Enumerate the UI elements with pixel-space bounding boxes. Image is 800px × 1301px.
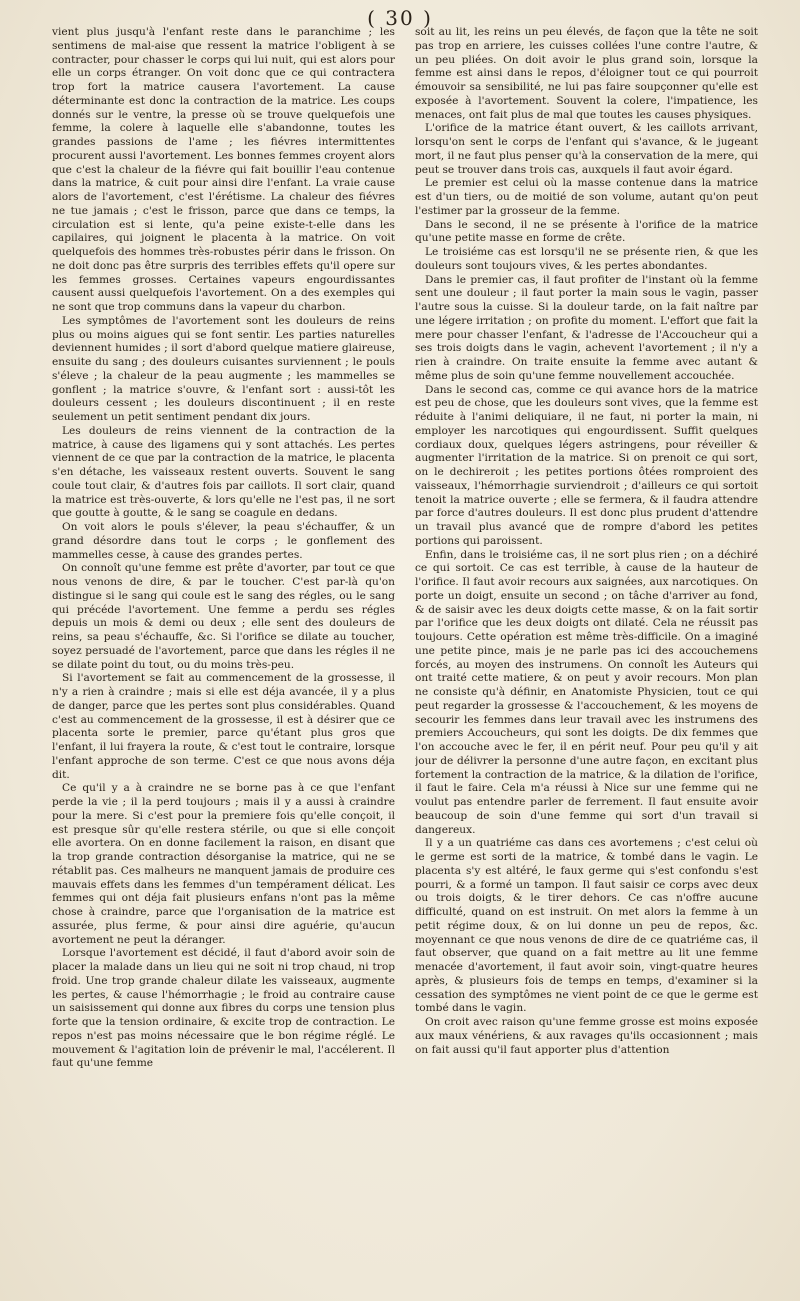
paragraph: On voit alors le pouls s'élever, la peau s'échauffer, & un grand désordre dans tout le corps ; le gonflement des mammelles cesse, à cause des grandes pertes. [52, 521, 395, 561]
paragraph: Le premier est celui où la masse contenue dans la matrice est d'un tiers, ou de moitié de son volume, autant qu'on peut l'estimer par la grosseur de la femme. [415, 177, 758, 217]
paragraph: Dans le second, il ne se présente à l'orifice de la matrice qu'une petite masse en forme de crête. [415, 218, 758, 245]
paragraph: Il y a un quatriéme cas dans ces avortemens ; c'est celui où le germe est sorti de la matrice, & tombé dans le vagin. Le placenta s'y est altéré, le faux germe qui s'est confondu s'est pourri, & a formé un tampon. Il faut saisir ce corps avec deux ou trois doigts, & le tirer dehors. Ce cas n'offre aucune difficulté, quand on est instruit. On met alors la femme à un petit régime doux, & on lui donne un peu de repos, &c. moyennant ce que nous venons de dire de ce quatriéme cas, il faut observer, que quand on a fait mettre au lit une femme menacée d'avortement, il faut avoir soin, vingt-quatre heures après, & plusieurs fois de temps en temps, d'examiner si la cessation des symptômes ne vient point de ce que le germe est tombé dans le vagin. [415, 837, 758, 1015]
paragraph: Lorsque l'avortement est décidé, il faut d'abord avoir soin de placer la malade dans un lieu qui ne soit ni trop chaud, ni trop froid. Une trop grande chaleur dilate les vaisseaux, augmente les pertes, & cause l'hémorrhagie ; le froid au contraire cause un saisissement qui donne aux fibres du corps une tension plus forte que la tension ordinaire, & excite trop de contraction. Le repos n'est pas moins nécessaire que le bon régime réglé. Le mouvement & l'agitation loin de prévenir le mal, l'accélerent. Il faut qu'une femme [52, 947, 395, 1070]
paragraph: vient plus jusqu'à l'enfant reste dans le paranchime ; les sentimens de mal-aise que ressent la matrice l'obligent à se contracter, pour chasser le corps qui lui nuit, qui est alors pour elle un corps étranger. On voit donc que ce qui contractera trop fort la matrice causera l'avortement. La cause déterminante est donc la contraction de la matrice. Les coups donnés sur le ventre, la presse où se trouve quelquefois une femme, la colere à laquelle elle s'abandonne, toutes les grandes passions de l'ame ; les fiévres intermittentes procurent aussi l'avortement. Les bonnes femmes croyent alors que c'est la chaleur de la fiévre qui fait bouillir l'eau contenue dans la matrice, & cuit pour ainsi dire l'enfant. La vraie cause alors de l'avortement, c'est l'érétisme. La chaleur des fiévres ne tue jamais ; c'est le frisson, parce que dans ce temps, la circulation est si lente, qu'a peine existe-t-elle dans les capilaires, qui joignent le placenta à la matrice. On voit quelquefois des hommes très-robustes périr dans le frisson. On ne doit donc pas être surpris des terribles effets qu'il opere sur les femmes grosses. Certaines vapeurs engourdissantes causent aussi quelquefois l'avortement. On a des exemples qui ne sont que trop communs dans la vapeur du charbon. [52, 26, 395, 313]
paragraph: Les douleurs de reins viennent de la contraction de la matrice, à cause des ligamens qui y sont attachés. Les pertes viennent de ce que par la contraction de la matrice, le placenta s'en détache, les vaisseaux restent ouverts. Souvent le sang coule tout clair, & d'autres fois par caillots. Il sort clair, quand la matrice est très-ouverte, & lors qu'elle ne l'est pas, il ne sort que goutte à goutte, & le sang se coagule en dedans. [52, 424, 395, 520]
paragraph: L'orifice de la matrice étant ouvert, & les caillots arrivant, lorsqu'on sent le corps de l'enfant qui s'avance, & le jugeant mort, il ne faut plus penser qu'à la conservation de la mere, qui peut se trouver dans trois cas, auxquels il faut avoir égard. [415, 122, 758, 176]
paragraph: soit au lit, les reins un peu élevés, de façon que la tête ne soit pas trop en arriere, les cuisses collées l'une contre l'autre, & un peu pliées. On doit avoir le plus grand soin, lorsque la femme est ainsi dans le repos, d'éloigner tout ce qui pourroit émouvoir sa sensibilité, ne lui pas faire soupçonner qu'elle est exposée à l'avortement. Souvent la colere, l'impatience, les menaces, ont fait plus de mal que toutes les causes physiques. [415, 26, 758, 121]
text-columns [52, 26, 758, 1276]
paragraph: Les symptômes de l'avortement sont les douleurs de reins plus ou moins aigues qui se font sentir. Les parties naturelles deviennent humides ; il sort d'abord quelque matiere glaireuse, ensuite du sang ; des douleurs cuisantes surviennent ; le pouls s'éleve ; la chaleur de la peau augmente ; les mammelles se gonflent ; la matrice s'ouvre, & l'enfant sort : aussi-tôt les douleurs cessent ; les douleurs discontinuent ; il en reste seulement un petit sentiment pendant dix jours. [52, 314, 395, 423]
paragraph: On connoît qu'une femme est prête d'avorter, par tout ce que nous venons de dire, & par le toucher. C'est par-là qu'on distingue si le sang qui coule est le sang des régles, ou le sang qui précéde l'avortement. Une femme a perdu ses régles depuis un mois & demi ou deux ; elle sent des douleurs de reins, sa peau s'échauffe, &c. Si l'orifice se dilate au toucher, soyez persuadé de l'avortement, parce que dans les régles il ne se dilate point du tout, ou du moins très-peu. [52, 562, 395, 671]
page-number: ( 30 ) [367, 6, 433, 30]
paragraph: Si l'avortement se fait au commencement de la grossesse, il n'y a rien à craindre ; mais si elle est déja avancée, il y a plus de danger, parce que les pertes sont plus considérables. Quand c'est au commencement de la grossesse, il est à désirer que ce placenta sorte le premier, parce qu'étant plus gros que l'enfant, il lui frayera la route, & c'est tout le contraire, lorsque l'enfant approche de son terme. C'est ce que nous avons déja dit. [52, 672, 395, 781]
paragraph: Enfin, dans le troisiéme cas, il ne sort plus rien ; on a déchiré ce qui sortoit. Ce cas est terrible, à cause de la hauteur de l'orifice. Il faut avoir recours aux saignées, aux narcotiques. On porte un doigt, ensuite un second ; on tâche d'arriver au fond, & de saisir avec les deux doigts cette masse, & on la fait sortir par l'orifice que les deux doigts ont dilaté. Cela ne réussit pas toujours. Cette opération est même très-difficile. On a imaginé une petite pince, mais je ne parle pas ici des accouchemens forcés, au moyen des instrumens. On connoît les Auteurs qui ont traité cette matiere, & on peut y avoir recours. Mon plan ne consiste qu'à définir, en Anatomiste Physicien, tout ce qui peut regarder la grossesse & l'accouchement, & les moyens de secourir les femmes dans leur travail avec les instrumens des premiers Accoucheurs, qui sont les doigts. De dix femmes que l'on accouche avec le fer, il en périt neuf. Pour peu qu'il y ait jour de délivrer la personne d'une autre façon, en excitant plus fortement la contraction de la matrice, & la dilation de l'orifice, il faut le faire. Cela m'a réussi à Nice sur une femme qui ne voulut pas entendre parler de ferrement. Il faut ensuite avoir beaucoup de soin d'une femme qui sort d'un travail si dangereux. [415, 548, 758, 836]
paragraph: On croit avec raison qu'une femme grosse est moins exposée aux maux vénériens, & aux ravages qu'ils occasionnent ; mais on fait aussi qu'il faut apporter plus d'attention [415, 1016, 758, 1056]
left-column [52, 26, 395, 1276]
paragraph: Dans le second cas, comme ce qui avance hors de la matrice est peu de chose, que les douleurs sont vives, que la femme est réduite à l'animi deliquiare, il ne faut, ni porter la main, ni employer les narcotiques qui engourdissent. Suffit quelques cordiaux doux, quelques légers astringens, pour réveiller & augmenter l'irritation de la matrice. Si on prenoit ce qui sort, on le dechireroit ; les petites portions ôtées romproient des vaisseaux, l'hémorrhagie surviendroit ; d'ailleurs ce qui sortoit tenoit la matrice ouverte ; elle se fermera, & il faudra attendre par force d'autres douleurs. Il est donc plus prudent d'attendre un travail plus avancé que de rompre d'abord les petites portions qui paroissent. [415, 383, 758, 547]
paragraph: Le troisiéme cas est lorsqu'il ne se présente rien, & que les douleurs sont toujours vives, & les pertes abondantes. [415, 246, 758, 272]
paragraph: Dans le premier cas, il faut profiter de l'instant où la femme sent une douleur ; il faut porter la main sous le vagin, passer l'autre sous la cuisse. Si la douleur tarde, on la fait naître par une légere irritation ; on profite du moment. L'effort que fait la mere pour chasser l'enfant, & l'adresse de l'Accoucheur qui a ses trois doigts dans le vagin, achevent l'avortement ; il n'y a rien à craindre. On traite ensuite la femme avec autant & même plus de soin qu'une femme nouvellement accouchée. [415, 273, 758, 382]
paragraph: Ce qu'il y a à craindre ne se borne pas à ce que l'enfant perde la vie ; il la perd toujours ; mais il y a aussi à craindre pour la mere. Si c'est pour la premiere fois qu'elle conçoit, il est presque sûr qu'elle restera stérile, ou que si elle conçoit elle avortera. On en donne facilement la raison, en disant que la trop grande contraction désorganise la matrice, qui ne se rétablit pas. Ces malheurs ne manquent jamais de produire ces mauvais effets dans les femmes d'un tempérament délicat. Les femmes qui ont déja fait plusieurs enfans n'ont pas la même chose à craindre, parce que l'organisation de la matrice est assurée, plus ferme, & pour ainsi dire aguérie, qu'aucun avortement ne peut la déranger. [52, 782, 395, 946]
right-column [415, 26, 758, 1276]
